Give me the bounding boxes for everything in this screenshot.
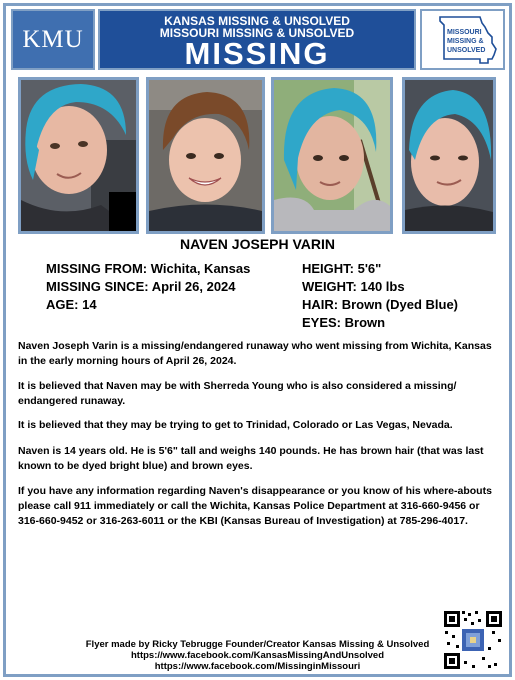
- photo-1: [18, 77, 139, 234]
- fact-hair: HAIR: Brown (Dyed Blue): [302, 297, 458, 312]
- fact-age: AGE: 14: [46, 297, 97, 312]
- missouri-logo-line: MISSOURI: [447, 29, 482, 36]
- fact-eyes: EYES: Brown: [302, 315, 386, 330]
- kmu-logo-text: KMU: [22, 25, 84, 53]
- header-banner: [98, 9, 416, 70]
- banner-line-missouri: MISSOURI MISSING & UNSOLVED: [159, 26, 355, 40]
- footer-credit: Flyer made by Ricky Tebrugge Founder/Creator Kansas Missing & Unsolved: [85, 639, 430, 650]
- banner-title: MISSING: [184, 36, 330, 71]
- destination-paragraph: It is believed that they may be trying to get to Trinidad, Colorado or Las Vegas, Nevada.: [18, 419, 453, 431]
- missing-person-name: NAVEN JOSEPH VARIN: [179, 236, 336, 252]
- description-paragraph: Naven Joseph Varin is a missing/endangered runaway who went missing from Wichita, Kansas in the early morning hours of April 26, 2024.: [18, 340, 492, 367]
- fact-weight: WEIGHT: 140 lbs: [302, 279, 405, 294]
- contact-paragraph: If you have any information regarding Naven's disappearance or you know of his where-abouts please call 911 immediately or call the Wichita, Kansas Police Department at 316-660-9456 or 316-660-9452 or 316-263-6011 or the KBI (Kansas Bureau of Investigation) at 785-296-4017.: [18, 485, 492, 527]
- kmu-logo: [11, 9, 95, 70]
- missouri-logo-line: UNSOLVED: [447, 47, 486, 54]
- photo-2: [146, 77, 265, 234]
- photo-3: [271, 77, 393, 234]
- missouri-logo: [420, 9, 505, 70]
- qr-code-icon: [442, 609, 504, 671]
- fact-missing-since: MISSING SINCE: April 26, 2024: [46, 279, 236, 294]
- banner-line-kansas: KANSAS MISSING & UNSOLVED: [164, 14, 350, 28]
- fact-height: HEIGHT: 5'6": [302, 261, 382, 276]
- footer-link-missouri[interactable]: https://www.facebook.com/MissinginMissouri: [154, 661, 361, 672]
- footer-link-kansas[interactable]: https://www.facebook.com/KansasMissingAndUnsolved: [130, 650, 385, 661]
- companion-paragraph: It is believed that Naven may be with Sherreda Young who is also considered a missing/ endangered runaway.: [18, 380, 457, 407]
- physical-description-paragraph: Naven is 14 years old. He is 5'6" tall and weighs 140 pounds. He has brown hair (that was last known to be dyed bright blue) and brown eyes.: [18, 445, 484, 472]
- qr-code[interactable]: [442, 609, 504, 671]
- missouri-logo-line: MISSING &: [447, 38, 484, 45]
- photo-4: [402, 77, 496, 234]
- fact-missing-from: MISSING FROM: Wichita, Kansas: [46, 261, 251, 276]
